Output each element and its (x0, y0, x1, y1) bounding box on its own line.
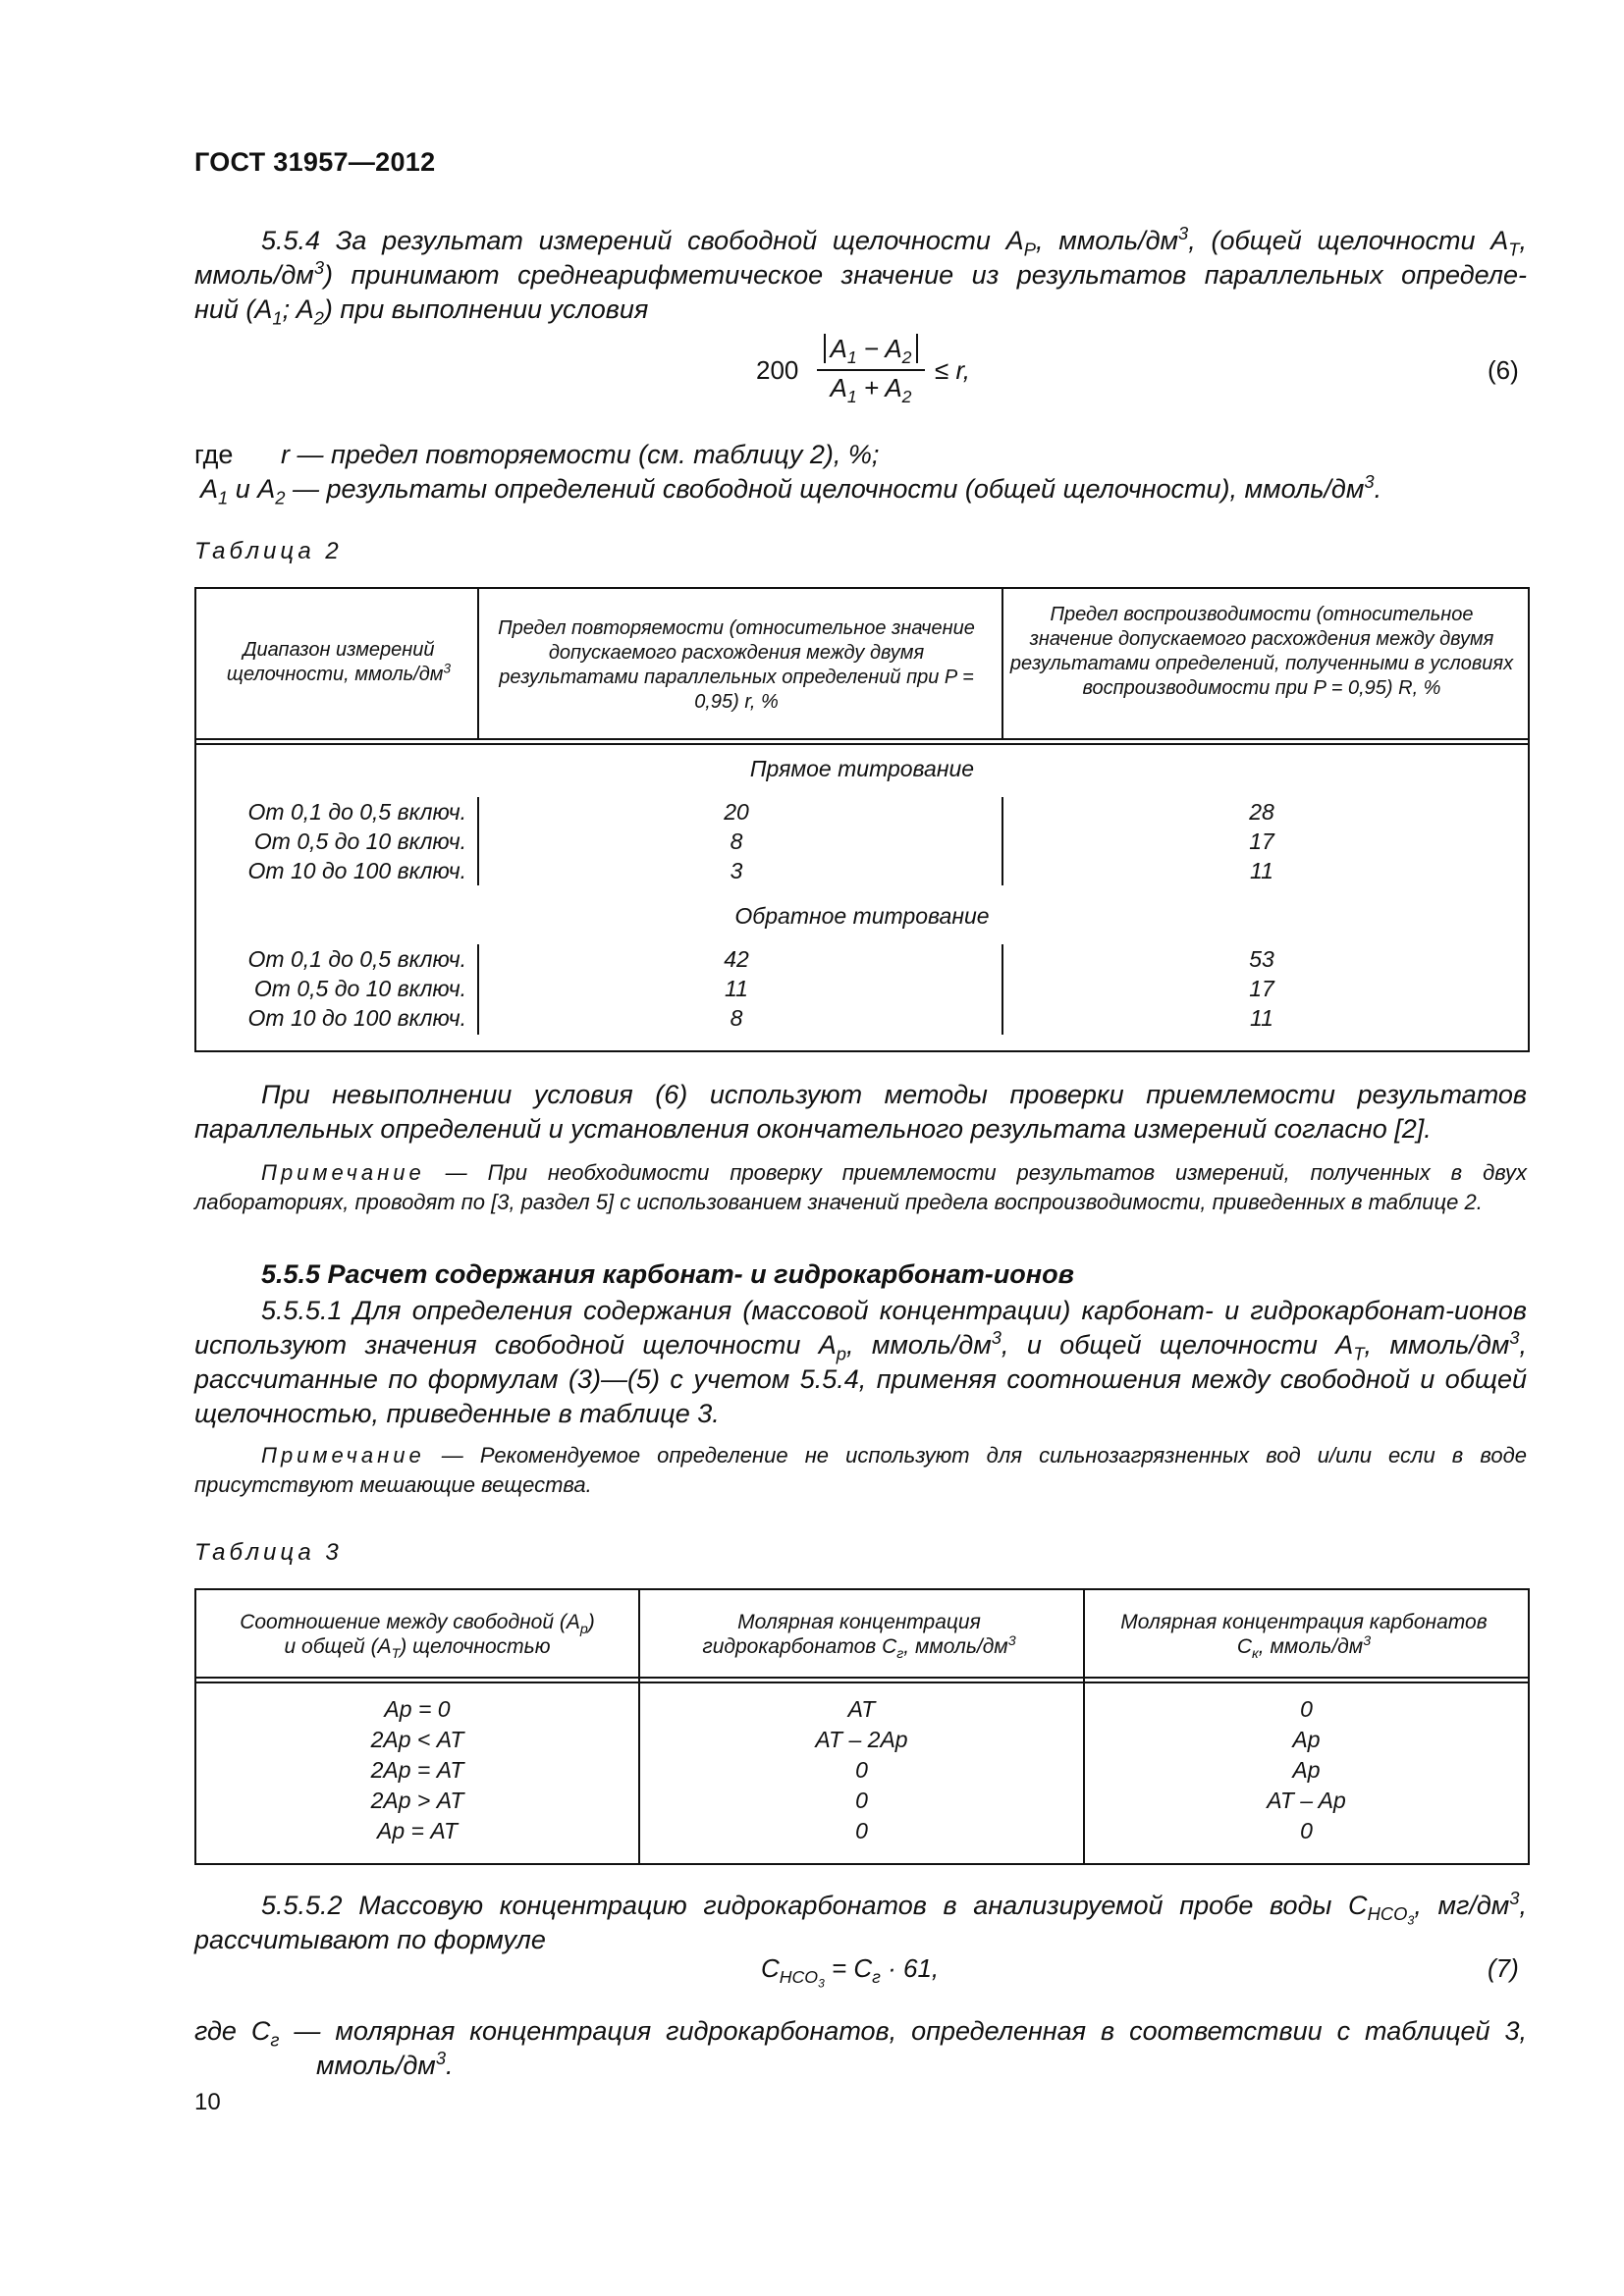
table2-header-rule-2 (196, 743, 1528, 745)
table2-group1-title: Прямое титрование (749, 756, 975, 781)
note-1: Примечание — При необходимости проверку приемлемости результатов измерений, полученных в двух лабораториях, проводят по [3, раздел 5] с использованием значений предела воспроизводимости, приведенных в таблице 2. (194, 1160, 1527, 1214)
list-item: От 0,5 до 10 включ. (253, 976, 466, 1001)
table3-col-bicarbonate (640, 1694, 1083, 1846)
table-row: 2Aр = AT (370, 1757, 464, 1783)
table-row: 2Aр < AT (370, 1727, 464, 1752)
note-2: Примечание — Рекомендуемое определение не используют для сильнозагрязненных вод и/или если в воде присутствуют мешающие вещества. (194, 1443, 1527, 1497)
table3-header-bicarbonate: Молярная концентрация гидрокарбонатов $C_г$, ммоль/$дм^3$ (702, 1611, 1016, 1663)
table3-caption: Таблица 3 (194, 1539, 343, 1566)
document-page: ГОСТ 31957—2012 5.5.4 За результат измерений свободной щелочности $A_P$, ммоль/$дм^3$, (общей щелочности $A_T$, ммоль/$дм^3$) принимают среднеарифметическое значение из результатов параллельных определе- ний ($A_1$; $A_2$) при выполнении условия 200 $A_1 - A_2$ $A_1 + A_2$ ≤ r, (6) где r — предел повторяемости (см. таблицу 2), %; $A_1$ и $A_2$ — результаты определений свободной щелочности (общей щелочности), ммоль/$дм^3$. Таблица 2 Диапазон измерений щелочности, ммоль/$дм^3$ Предел повторяемости (относительное значение допускаемого расхождения между двумя результатами параллельных определений при P = 0,95) r, % Предел воспроизводимости (относительное значение допускаемого расхождения между двумя результатами определений, полученными в условиях воспроизводимости при P = 0,95) R, % Прямое титрование От 0,1 до 0,5 включ. От 0,5 до 10 включ. От 10 до 100 включ. 20 8 3 28 17 11 Обратное титрование От 0,1 до 0,5 включ. От 0,5 до 10 включ. От 10 до 100 включ. 42 11 8 53 17 11 При невыполнении условия (6) используют методы проверки приемлемости результатов параллельных определений и установления окончательного результата измерений согласно [2]. Примечание — При необходимости проверку приемлемости результатов измерений, полученных в двух лабораториях, проводят по [3, раздел 5] с использованием значений предела воспроизводимости, приведенных в таблице 2. 5.5.5 Расчет содержания карбонат- и гидрокарбонат-ионов 5.5.5.1 Для определения содержания (массовой концентрации) карбонат- и гидрокарбонат-ионов используют значения свободной щелочности $A_р$, ммоль/$дм^3$, и общей щелочности $A_T$, ммоль/$дм^3$, рассчитанные по формулам (3)—(5) с учетом 5.5.4, применяя соотношения между свободной и общей щелочностью, приведенные в таблице 3. Примечание — Рекомендуемое определение не используют для сильнозагрязненных вод и/или если в воде присутствуют мешающие вещества. Таблица 3 Соотношение между свободной $(A_р)$ и общей $(A_T)$ щелочностью Молярная концентрация гидрокарбонатов $C_г$, ммоль/$дм^3$ Молярная концентрация карбонатов $C_к$, ммоль/$дм^3$ Aр = 0 2Aр < AT 2Aр = AT 2Aр > AT Aр = AT AT AT – 2Aр 0 0 0 0 Aр Aр AT – Aр 0 5.5.5.2 Массовую концентрацию гидрокарбонатов в анализируемой пробе воды $C_{HCO_3}$, $мг/дм^3$, рассчитывают по формуле $C_{HCO_3} = C_г \cdot 61$, (7) где $C_г$ — молярная концентрация гидрокарбонатов, определенная в соответствии с таблицей 3, ммоль/$дм^3$. 10 (0, 0, 1624, 2296)
formula-6-number: (6) (1488, 355, 1519, 385)
where-block: где r — предел повторяемости (см. таблицу 2), %; $A_1$ и $A_2$ — результаты определений свободной щелочности (общей щелочности), ммоль/$дм^3$. (194, 440, 1382, 508)
table3-col-ratio (196, 1694, 638, 1846)
table-row: 0 (1300, 1696, 1313, 1722)
table2-group1-ranges (206, 797, 466, 885)
document-header: ГОСТ 31957—2012 (194, 147, 436, 177)
paragraph-5-5-5-2: 5.5.5.2 Массовую концентрацию гидрокарбонатов в анализируемой пробе воды $C_{HCO_3}$, $мг/дм^3$, рассчитывают по формуле (194, 1888, 1528, 1954)
list-item: От 10 до 100 включ. (247, 1005, 466, 1031)
table-row: 0 (855, 1818, 868, 1843)
table3-header-rule-2 (196, 1682, 1528, 1683)
table2-group1-r: 20 8 3 (724, 799, 749, 883)
paragraph-fail-condition: При невыполнении условия (6) используют методы проверки приемлемости результатов параллельных определений и установления окончательного результата измерений согласно [2]. (194, 1080, 1527, 1144)
table-row: AT (847, 1696, 876, 1722)
table2 (194, 587, 1530, 1052)
table2-group2-R: 53 17 11 (1249, 946, 1274, 1031)
table-row: Aр = 0 (384, 1696, 451, 1722)
paragraph-5-5-5-1: 5.5.5.1 Для определения содержания (массовой концентрации) карбонат- и гидрокарбонат-ионов используют значения свободной щелочности $A_р$, ммоль/$дм^3$, и общей щелочности $A_T$, ммоль/$дм^3$, рассчитанные по формулам (3)—(5) с учетом 5.5.4, применяя соотношения между свободной и общей щелочностью, приведенные в таблице 3. (194, 1296, 1527, 1428)
table-row: AT – Aр (1267, 1788, 1346, 1813)
formula-6-numerator: $A_1 - A_2$ (817, 334, 925, 364)
table2-header-R: Предел воспроизводимости (относительное значение допускаемого расхождения между двумя результатами определений, полученными в условиях воспроизводимости при P = 0,95) R, % (1009, 604, 1514, 699)
table-row: 2Aр > AT (370, 1788, 464, 1813)
table-row: 0 (1300, 1818, 1313, 1843)
table2-caption: Таблица 2 (194, 538, 343, 564)
table2-header-divider-2 (1001, 589, 1003, 738)
formula-6-fraction-bar (817, 369, 925, 371)
table2-group2-ranges (206, 944, 466, 1033)
table-row: Aр (1292, 1727, 1321, 1752)
table-row: Aр = AT (376, 1818, 459, 1843)
section-5-5-5-title: 5.5.5 Расчет содержания карбонат- и гидрокарбонат-ионов (261, 1259, 1074, 1289)
table2-header-range: Диапазон измерений щелочности, ммоль/$дм^3$ (226, 639, 452, 685)
list-item: От 0,1 до 0,5 включ. (247, 799, 466, 825)
table3-header-ratio: Соотношение между свободной $(A_р)$ и общей $(A_T)$ щелочностью (240, 1611, 595, 1663)
table2-group1-R: 28 17 11 (1249, 799, 1274, 883)
list-item: От 0,5 до 10 включ. (253, 828, 466, 854)
table3-col-carbonate (1085, 1694, 1528, 1846)
table-row: 0 (855, 1757, 868, 1783)
table-row: Aр (1292, 1757, 1321, 1783)
formula-6-denominator: $A_1 + A_2$ (830, 373, 912, 407)
table3-header-rule-1 (196, 1677, 1528, 1679)
table3 (194, 1588, 1530, 1865)
table2-header-rule-1 (196, 738, 1528, 740)
list-item: От 10 до 100 включ. (247, 858, 466, 883)
formula-7-number: (7) (1488, 1953, 1519, 1983)
where-block-7: где $C_г$ — молярная концентрация гидрокарбонатов, определенная в соответствии с таблицей 3, ммоль/$дм^3$. (194, 2016, 1527, 2080)
table3-header-carbonate: Молярная концентрация карбонатов $C_к$, ммоль/$дм^3$ (1120, 1611, 1488, 1663)
page-number: 10 (194, 2089, 221, 2115)
table2-header-r: Предел повторяемости (относительное значение допускаемого расхождения между двумя результатами параллельных определений при P = 0,95) r, % (498, 617, 975, 713)
table2-header-divider-1 (477, 589, 479, 738)
paragraph-5-5-4: 5.5.4 За результат измерений свободной щелочности $A_P$, ммоль/$дм^3$, (общей щелочности $A_T$, ммоль/$дм^3$) принимают среднеарифметическое значение из результатов параллельных определе- ний ($A_1$; $A_2$) при выполнении условия (194, 223, 1527, 329)
formula-7: $C_{HCO_3} = C_г \cdot 61$, (761, 1953, 940, 1991)
table2-group2-r: 42 11 8 (724, 946, 749, 1031)
table2-group2-title: Обратное титрование (734, 903, 990, 929)
list-item: От 0,1 до 0,5 включ. (247, 946, 466, 972)
table-row: AT – 2Aр (815, 1727, 908, 1752)
table-row: 0 (855, 1788, 868, 1813)
